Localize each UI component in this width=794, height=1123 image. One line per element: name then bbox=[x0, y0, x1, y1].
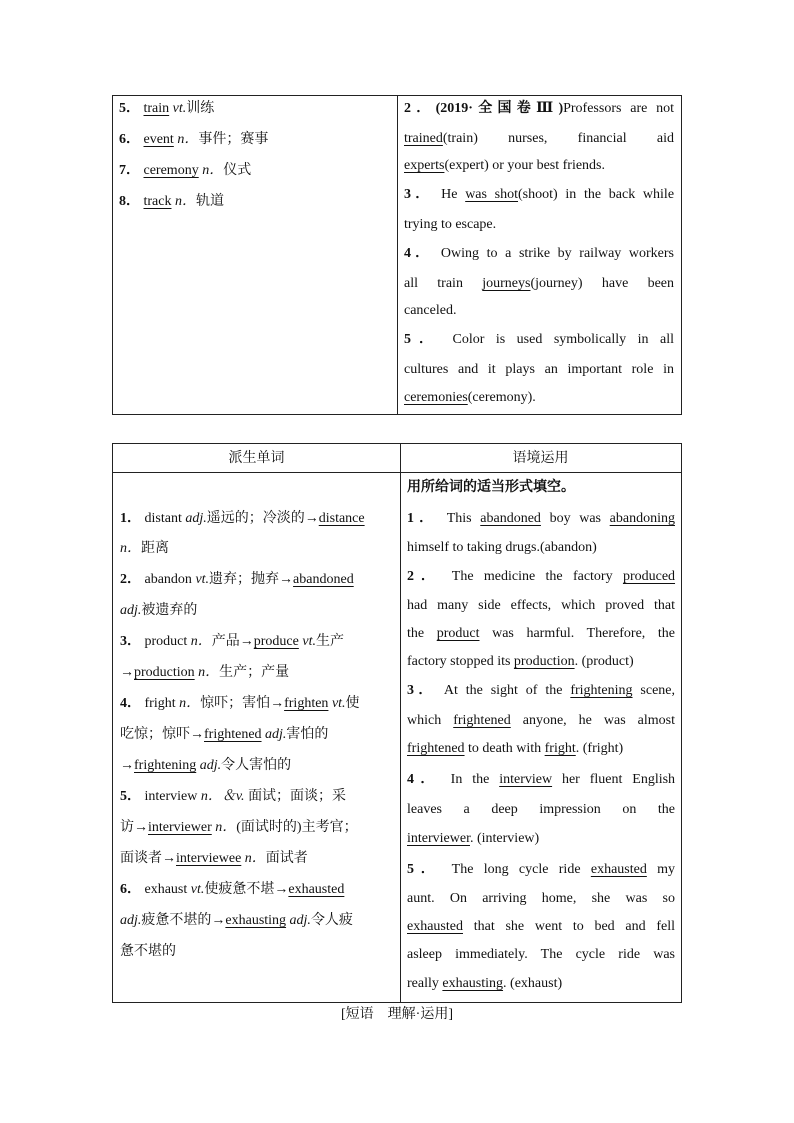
vocab-item-6: 6． event n．事件；赛事 bbox=[119, 132, 269, 147]
derived-item-6-line-3: 惫不堪的 bbox=[120, 944, 176, 959]
derived-item-3-line-2: →production n．生产；产量 bbox=[120, 665, 290, 680]
exercise-2-line-3: experts(expert) or your best friends. bbox=[404, 158, 605, 173]
derived-item-6-line-2: adj.疲惫不堪的→exhausting adj.令人疲 bbox=[120, 913, 353, 928]
derived-item-6-line-1: 6． exhaust vt.使疲惫不堪→exhausted bbox=[120, 882, 345, 897]
vocab-item-5: 5． train vt.训练 bbox=[119, 101, 215, 116]
vocab-table-1 bbox=[112, 95, 682, 415]
answer-blank: frightening bbox=[570, 683, 633, 698]
context-2-line-3: the product was harmful. Therefore, the bbox=[407, 626, 676, 641]
table-1-divider bbox=[397, 96, 398, 414]
exercise-2-line-1: 2．(2019·全国卷Ⅲ)Professors are not bbox=[404, 101, 675, 116]
answer-blank: interviewer bbox=[148, 820, 212, 835]
context-3-line-3: frightened to death with fright. (fright) bbox=[407, 741, 624, 756]
table-1-left-col bbox=[119, 96, 391, 414]
derived-item-5-line-3: 面谈者→interviewee n．面试者 bbox=[120, 851, 308, 866]
context-3-line-1: 3． At the sight of the frightening scene, bbox=[407, 683, 676, 698]
answer-blank: interviewee bbox=[176, 851, 242, 866]
table-2-left-col bbox=[120, 444, 392, 1002]
context-4-line-1: 4． In the interview her fluent English bbox=[407, 772, 676, 787]
context-4-line-2: leaves a deep impression on the bbox=[407, 802, 675, 817]
answer-blank: exhausted bbox=[407, 919, 463, 934]
answer-blank: produce bbox=[253, 634, 299, 649]
answer-blank: interview bbox=[499, 772, 553, 787]
derived-item-3-line-1: 3． product n．产品→produce vt.生产 bbox=[120, 634, 344, 649]
derived-item-5-line-2: 访→interviewer n．(面试时的)主考官； bbox=[120, 820, 358, 835]
derived-item-1-line-2: n．距离 bbox=[120, 541, 169, 556]
answer-blank: ceremonies bbox=[404, 390, 468, 405]
context-1-line-1: 1． This abandoned boy was abandoning bbox=[407, 511, 675, 526]
exercise-3-line-2: trying to escape. bbox=[404, 217, 497, 232]
context-2-line-4: factory stopped its production. (product) bbox=[407, 654, 634, 669]
header-context-usage: 语境运用 bbox=[400, 444, 681, 473]
derived-item-4-line-1: 4． fright n．惊吓；害怕→frighten vt.使 bbox=[120, 696, 360, 711]
answer-blank: frightened bbox=[453, 713, 511, 728]
answer-blank: frightened bbox=[204, 727, 262, 742]
context-5-line-3: exhausted that she went to bed and fell bbox=[407, 919, 676, 934]
answer-blank: abandoned bbox=[480, 511, 541, 526]
exercise-5-line-1: 5． Color is used symbolically in all bbox=[404, 332, 675, 347]
instruction: 用所给词的适当形式填空。 bbox=[407, 480, 575, 495]
answer-blank: interviewer bbox=[407, 831, 470, 846]
vocab-item-7: 7． ceremony n．仪式 bbox=[119, 163, 252, 178]
table-1-right-col bbox=[404, 96, 674, 414]
context-4-line-3: interviewer. (interview) bbox=[407, 831, 540, 846]
answer-blank: produced bbox=[622, 569, 676, 584]
vocab-table-2 bbox=[112, 443, 682, 1003]
exercise-4-line-2: all train journeys(journey) have been bbox=[404, 276, 674, 291]
answer-blank: frightening bbox=[134, 758, 197, 773]
context-2-line-2: had many side effects, which proved that bbox=[407, 598, 675, 613]
answer-blank: exhausting bbox=[225, 913, 287, 928]
derived-item-4-line-2: 吃惊；惊吓→frightened adj.害怕的 bbox=[120, 727, 329, 742]
table-2-divider bbox=[400, 444, 401, 1002]
answer-blank: production bbox=[134, 665, 195, 680]
header-derived-words: 派生单词 bbox=[113, 444, 400, 473]
answer-blank: product bbox=[436, 626, 480, 641]
answer-blank: frightened bbox=[407, 741, 465, 756]
context-5-line-5: really exhausting. (exhaust) bbox=[407, 976, 563, 991]
section-heading-phrases: [短语 理解·运用] bbox=[341, 1007, 453, 1022]
derived-item-2-line-1: 2． abandon vt.遗弃；抛弃→abandoned bbox=[120, 572, 354, 587]
answer-blank: production bbox=[513, 654, 575, 669]
context-1-line-2: himself to taking drugs.(abandon) bbox=[407, 540, 597, 555]
exercise-5-line-2: cultures and it plays an important role in bbox=[404, 362, 674, 377]
answer-blank: distance bbox=[318, 511, 365, 526]
exercise-4-line-3: canceled. bbox=[404, 303, 457, 318]
answer-blank: was shot bbox=[465, 187, 519, 202]
answer-blank: abandoned bbox=[293, 572, 354, 587]
derived-item-5-line-1: 5． interview n．＆v. 面试；面谈；采 bbox=[120, 789, 347, 804]
context-3-line-2: which frightened anyone, he was almost bbox=[407, 713, 675, 728]
answer-blank: experts bbox=[404, 158, 445, 173]
answer-blank: abandoning bbox=[609, 511, 675, 526]
context-5-line-1: 5． The long cycle ride exhausted my bbox=[407, 862, 676, 877]
derived-item-2-line-2: adj.被遗弃的 bbox=[120, 603, 198, 618]
context-2-line-1: 2． The medicine the factory produced bbox=[407, 569, 676, 584]
answer-blank: exhausting bbox=[442, 976, 504, 991]
table-2-right-col bbox=[407, 444, 675, 1002]
derived-item-1-line-1: 1． distant adj.遥远的；冷淡的→distance bbox=[120, 511, 365, 526]
exercise-2-line-2: trained(train) nurses, financial aid bbox=[404, 131, 674, 146]
answer-blank: fright bbox=[544, 741, 576, 756]
exercise-3-line-1: 3． He was shot(shoot) in the back while bbox=[404, 187, 675, 202]
answer-blank: exhausted bbox=[288, 882, 345, 897]
answer-blank: trained bbox=[404, 131, 443, 146]
vocab-item-8: 8． track n．轨道 bbox=[119, 194, 224, 209]
derived-item-4-line-3: →frightening adj.令人害怕的 bbox=[120, 758, 292, 773]
answer-blank: journeys bbox=[482, 276, 531, 291]
answer-blank: frighten bbox=[284, 696, 329, 711]
answer-blank: exhausted bbox=[590, 862, 647, 877]
exercise-5-line-3: ceremonies(ceremony). bbox=[404, 390, 536, 405]
context-5-line-2: aunt. On arriving home, she was so bbox=[407, 891, 675, 906]
context-5-line-4: asleep immediately. The cycle ride was bbox=[407, 947, 675, 962]
exercise-4-line-1: 4． Owing to a strike by railway workers bbox=[404, 246, 674, 261]
